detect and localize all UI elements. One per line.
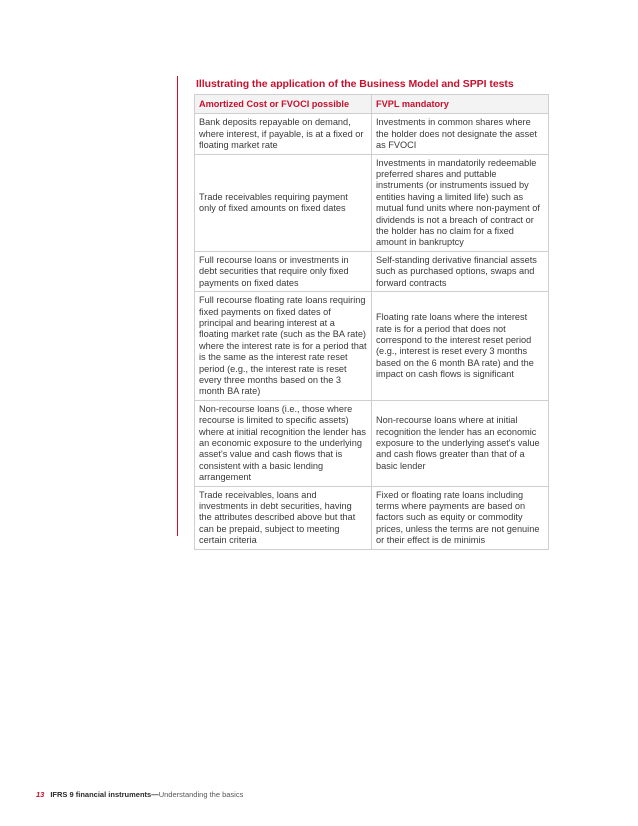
table-cell: Full recourse loans or investments in debt securities that require only fixed payments on fixed dates [195,251,372,291]
column-header-amortized-cost: Amortized Cost or FVOCI possible [195,95,372,114]
document-subtitle: Understanding the basics [158,790,244,799]
table-header-row [195,95,549,114]
table-row [195,400,549,486]
table-cell: Trade receivables requiring payment only of fixed amounts on fixed dates [195,154,372,251]
table-row [195,251,549,291]
title-separator: — [151,790,159,799]
table-cell: Full recourse floating rate loans requiring fixed payments on fixed dates of principal and bearing interest at a floating market rate (such as the BA rate) where the interest rate is for a period that is the same as the interest rate reset period (e.g., the interest rate is reset every three months based on the 3 month BA rate) [195,292,372,401]
table-cell: Non-recourse loans where at initial recognition the lender has an economic exposure to the underlying asset's value and cash flows greater than that of a basic lender [372,400,549,486]
accent-rule [177,76,178,536]
section-heading: Illustrating the application of the Business Model and SPPI tests [196,78,514,90]
table-cell: Fixed or floating rate loans including terms where payments are based on factors such as equity or commodity prices, unless the terms are not genuine or their effect is de minimis [372,486,549,549]
table-row [195,486,549,549]
table-cell: Trade receivables, loans and investments in debt securities, having the attributes described above but that can be prepaid, subject to meeting certain criteria [195,486,372,549]
table-cell: Bank deposits repayable on demand, where interest, if payable, is at a fixed or floating market rate [195,114,372,154]
table-row [195,154,549,251]
document-title: IFRS 9 financial instruments [50,790,152,799]
classification-table [194,94,549,550]
table-cell: Investments in common shares where the holder does not designate the asset as FVOCI [372,114,549,154]
table-cell: Self-standing derivative financial assets such as purchased options, swaps and forward contracts [372,251,549,291]
table-row [195,292,549,401]
table-row [195,114,549,154]
page-number: 13 [36,790,45,799]
table-cell: Non-recourse loans (i.e., those where recourse is limited to specific assets) where at initial recognition the lender has an economic exposure to the underlying asset's value and cash flows that is consistent with a basic lending arrangement [195,400,372,486]
page-footer [36,790,243,799]
table-cell: Investments in mandatorily redeemable preferred shares and puttable instruments (or instruments issued by entities having a limited life) such as mutual fund units where non-payment of dividends is not a breach of contract or the holder has no claim for a fixed amount in bankruptcy [372,154,549,251]
column-header-fvpl: FVPL mandatory [372,95,549,114]
table-cell: Floating rate loans where the interest rate is for a period that does not correspond to the interest reset period (e.g., interest is reset every 3 months based on the 6 month BA rate) and the impact on cash flows is significant [372,292,549,401]
